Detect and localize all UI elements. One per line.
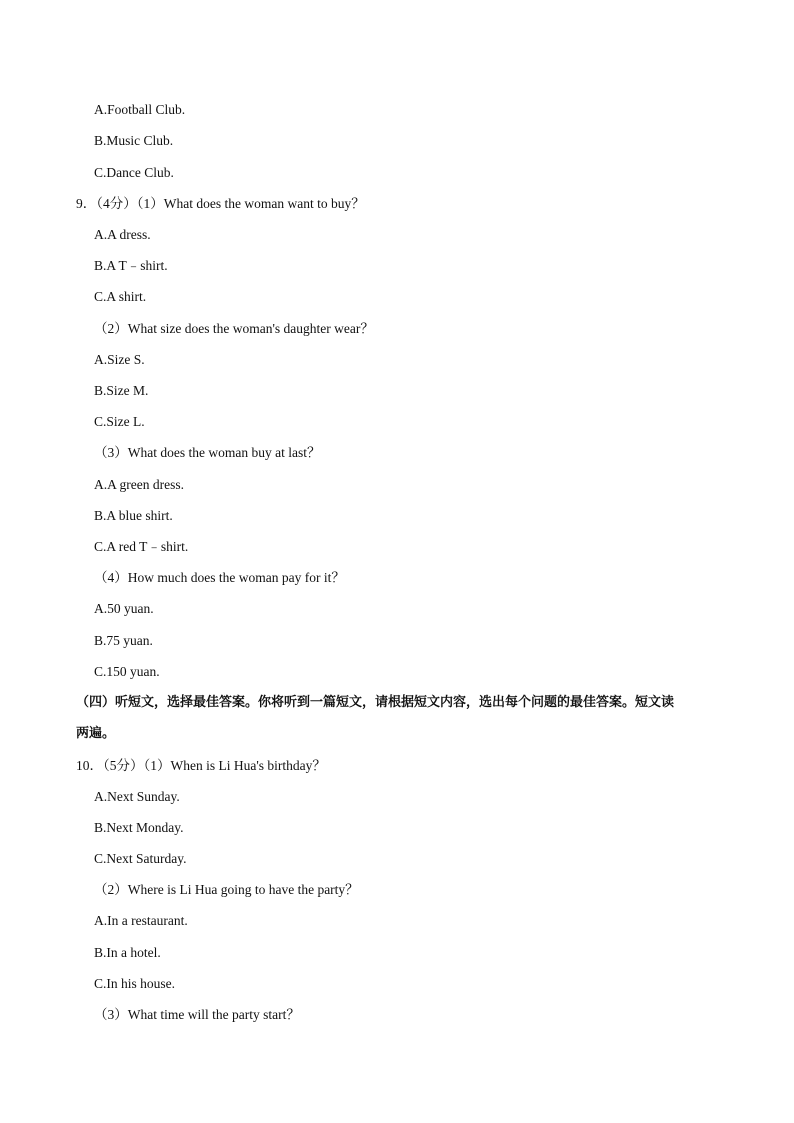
q9-p4-option-c: C.150 yuan.	[94, 664, 160, 679]
q10-p2-option-b: B.In a hotel.	[94, 945, 161, 960]
q9-p1-option-a: A.A dress.	[94, 227, 151, 242]
q10-p2-option-a: A.In a restaurant.	[94, 913, 188, 928]
q8-option-b: B.Music Club.	[94, 133, 174, 148]
q9-part2-question: （2）What size does the woman's daughter wear？	[94, 321, 374, 336]
q9-p3-option-a: A.A green dress.	[94, 477, 184, 492]
q9-p3-option-c: C.A red T﹣shirt.	[94, 539, 189, 554]
q8-option-c: C.Dance Club.	[94, 165, 174, 180]
q8-option-a: A.Football Club.	[94, 102, 186, 117]
q9-p1-option-c: C.A shirt.	[94, 289, 147, 304]
q10-p2-option-c: C.In his house.	[94, 976, 175, 991]
q9-p3-option-b: B.A blue shirt.	[94, 508, 173, 523]
q9-p4-option-a: A.50 yuan.	[94, 601, 154, 616]
q10-p1-option-b: B.Next Monday.	[94, 820, 184, 835]
q10-header: 10．（5分）（1）When is Li Hua's birthday？	[76, 758, 326, 773]
q10-p1-option-a: A.Next Sunday.	[94, 789, 180, 804]
q10-part2-question: （2）Where is Li Hua going to have the party？	[94, 882, 359, 897]
q9-p4-option-b: B.75 yuan.	[94, 633, 153, 648]
q9-header: 9．（4分）（1）What does the woman want to buy？	[76, 196, 365, 211]
q9-part3-question: （3）What does the woman buy at last？	[94, 445, 321, 460]
q10-part3-question: （3）What time will the party start？	[94, 1007, 300, 1022]
q10-p1-option-c: C.Next Saturday.	[94, 851, 187, 866]
q9-part4-question: （4）How much does the woman pay for it？	[94, 570, 345, 585]
q9-p2-option-b: B.Size M.	[94, 383, 149, 398]
q9-p2-option-c: C.Size L.	[94, 414, 145, 429]
section-4-instructions-line1: （四）听短文，选择最佳答案。你将听到一篇短文，请根据短文内容，选出每个问题的最佳答案。短文读	[76, 695, 675, 710]
q9-p1-option-b: B.A T﹣shirt.	[94, 258, 168, 273]
q9-p2-option-a: A.Size S.	[94, 352, 145, 367]
section-4-instructions-line2: 两遍。	[76, 726, 116, 741]
